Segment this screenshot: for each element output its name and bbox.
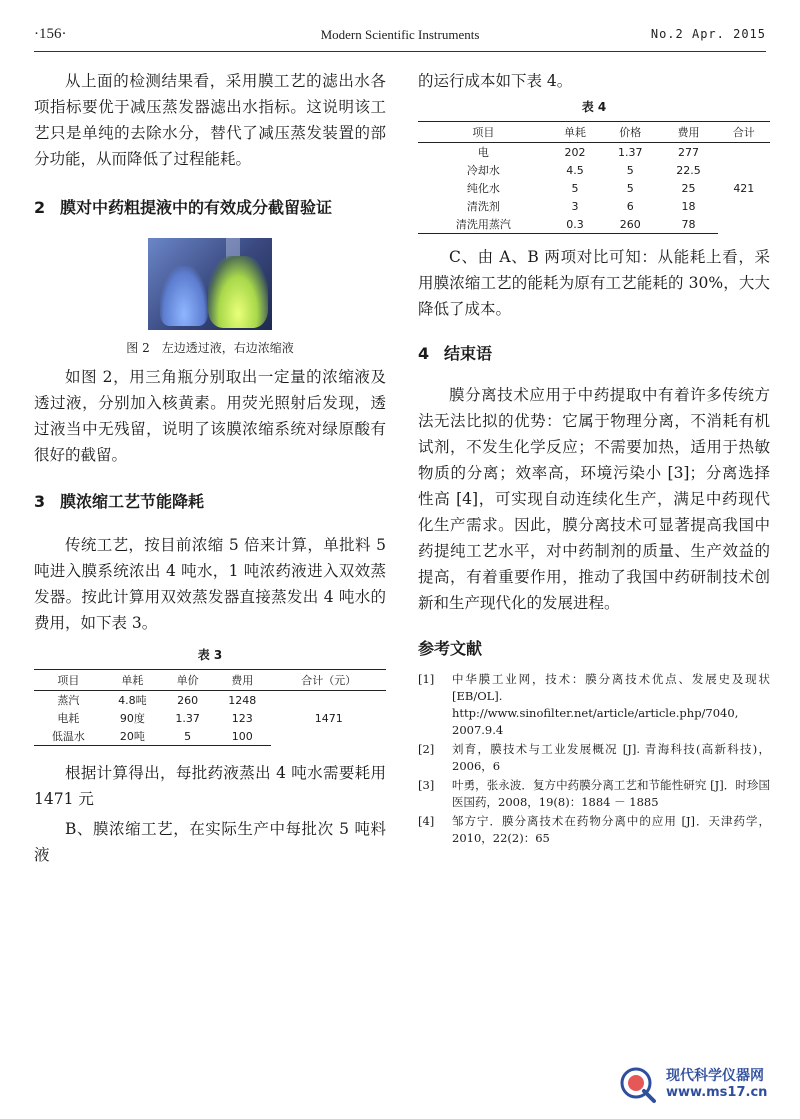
section-2-number: 2 <box>34 198 46 217</box>
table-cell: 4.8吨 <box>118 694 147 707</box>
table-cell: 蒸汽 <box>57 694 80 707</box>
site-watermark <box>618 1061 788 1107</box>
section-3-title: 膜浓缩工艺节能降耗 <box>60 492 205 511</box>
reference-text: 叶勇，张永波．复方中药膜分离工艺和节能性研究 [J]．时珍国医国药，2008，19(8)：1884 － 1885 <box>452 778 770 809</box>
conclusion-paragraph: 膜分离技术应用于中药提取中有着许多传统方法无法比拟的优势：它属于物理分离，不消耗有机试剂，不发生化学反应；不需要加热，适用于热敏物质的分离；效率高，环境污染小 [3]；分离选择性高 [4]，可实现自动连续化生产，满足中药现代化生产需求。因此，膜分离技术可显著提高我国中药提纯工艺水平，对中药制剂的质量、生产效益的提高，有着重要作用，推动了我国中药研制技术创新和生产现代化的发展进程。 <box>418 386 770 612</box>
reference-text: 邹方宁．膜分离技术在药物分离中的应用 [J]．天津药学，2010，22(2)：65 <box>452 814 770 845</box>
section-4-number: 4 <box>418 344 430 363</box>
intro-paragraph: 从上面的检测结果看，采用膜工艺的滤出水各项指标要优于减压蒸发器滤出水指标。这说明该工艺只是单纯的去除水分，替代了减压蒸发装置的部分功能，从而降低了过程能耗。 <box>34 72 386 168</box>
reference-number: [2] <box>418 742 435 756</box>
table-cell: 5 <box>571 181 579 195</box>
figure-2 <box>34 238 386 356</box>
table-cell: 6 <box>626 199 634 213</box>
table-cell: 123 <box>231 711 253 725</box>
table-cell: 0.3 <box>549 215 601 234</box>
reference-text: 刘育，膜技术与工业发展概况 [J]. 青海科技(高新科技)，2006，6 <box>452 742 770 773</box>
right-column <box>418 68 770 849</box>
table-3 <box>34 646 386 746</box>
table-cell: 低温水 <box>34 727 103 746</box>
reference-number: [3] <box>418 778 435 792</box>
b-paragraph: B、膜浓缩工艺，在实际生产中每批次 5 吨料液 <box>34 820 386 864</box>
references-list <box>418 671 770 847</box>
table-row <box>418 143 770 162</box>
table-header-cell: 合计 <box>718 122 770 143</box>
table-cell: 78 <box>659 215 717 234</box>
reference-item <box>418 741 770 775</box>
section-3-paragraph: 传统工艺，按目前浓缩 5 倍来计算，单批料 5 吨进入膜系统浓出 4 吨水，1 吨浓药液进入双效蒸发器。按此计算用双效蒸发器直接蒸发出 4 吨水的费用，如下表 3。 <box>34 536 386 632</box>
table-cell: 清洗用蒸汽 <box>418 215 549 234</box>
table-cell: 260 <box>177 693 199 707</box>
table-cell: 4.5 <box>566 163 584 177</box>
section-3-heading <box>34 490 386 514</box>
table-header-cell: 项目 <box>34 670 103 691</box>
table-header-cell: 单耗 <box>549 122 601 143</box>
table-cell: 冷却水 <box>466 164 500 177</box>
table-cell: 1.37 <box>617 145 643 159</box>
table-4 <box>418 98 770 234</box>
table-cell: 100 <box>213 727 271 746</box>
section-2-title: 膜对中药粗提液中的有效成分截留验证 <box>60 198 333 217</box>
header-rule <box>34 51 766 52</box>
table-row <box>418 215 770 234</box>
table-header-row <box>34 670 386 691</box>
table-cell: 202 <box>564 145 586 159</box>
table-cell: 20吨 <box>103 727 162 746</box>
table-cell: 3 <box>571 199 579 213</box>
table-3-caption: 表 3 <box>197 648 223 662</box>
table-cell: 清洗剂 <box>466 200 500 213</box>
table-3-grid <box>34 669 386 746</box>
table-header-cell: 价格 <box>601 122 659 143</box>
table-total-cell: 1471 <box>314 711 343 725</box>
permeate-flask <box>160 266 208 326</box>
table-row <box>418 179 770 197</box>
table-total-cell: 421 <box>733 181 755 195</box>
table-row <box>34 691 386 710</box>
table-header-cell: 费用 <box>213 670 271 691</box>
table-row <box>418 161 770 179</box>
watermark-site-name: 现代科学仪器网 <box>666 1068 764 1084</box>
table-cell: 277 <box>678 145 699 159</box>
table-4-caption: 表 4 <box>581 100 607 114</box>
flask-photo <box>148 238 272 330</box>
section-4-heading <box>418 342 770 366</box>
table-cell: 260 <box>601 215 659 234</box>
references-title: 参考文献 <box>418 639 483 658</box>
table-4-grid <box>418 121 770 234</box>
reference-number: [1] <box>418 672 435 686</box>
watermark-url: www.ms17.cn <box>666 1085 768 1100</box>
table-header-cell: 单价 <box>162 670 213 691</box>
concentrate-flask <box>208 256 268 328</box>
reference-number: [4] <box>418 814 435 828</box>
left-column <box>34 68 386 868</box>
table-cell: 90度 <box>119 712 145 725</box>
reference-item <box>418 671 770 739</box>
reference-text: 中华膜工业网，技术：膜分离技术优点、发展史及现状 [EB/OL]. http://www.sinofilter.net/article/article.php/7040, 2007.9.4 <box>452 672 770 737</box>
result-paragraph: 根据计算得出，每批药液蒸出 4 吨水需要耗用 1471 元 <box>34 764 386 808</box>
table-header-cell: 单耗 <box>103 670 162 691</box>
table-cell: 5 <box>626 163 634 177</box>
continued-paragraph: 的运行成本如下表 4。 <box>418 72 573 90</box>
table-cell: 1.37 <box>175 711 200 725</box>
table-cell: 1248 <box>228 693 257 707</box>
page-header <box>34 26 766 48</box>
journal-title: Modern Scientific Instruments <box>320 27 480 42</box>
table-cell: 5 <box>626 181 634 195</box>
section-3-number: 3 <box>34 492 46 511</box>
page-number: ·156· <box>34 26 67 42</box>
table-header-row <box>418 122 770 143</box>
table-header-cell: 项目 <box>418 122 549 143</box>
table-cell: 25 <box>681 181 696 195</box>
reference-item <box>418 777 770 811</box>
table-cell: 电 <box>477 146 489 159</box>
section-4-title: 结束语 <box>444 344 493 363</box>
issue-info: No.2 Apr. 2015 <box>650 27 766 41</box>
table-cell: 22.5 <box>676 163 701 177</box>
table-cell: 5 <box>162 727 213 746</box>
figure-paragraph: 如图 2，用三角瓶分别取出一定量的浓缩液及透过液，分别加入核黄素。用荧光照射后发现，透过液当中无残留，说明了该膜浓缩系统对绿原酸有很好的截留。 <box>34 368 386 464</box>
figure-caption: 图 2 左边透过液，右边浓缩液 <box>126 341 294 355</box>
table-cell: 18 <box>681 199 696 213</box>
reference-item <box>418 813 770 847</box>
c-paragraph: C、由 A、B 两项对比可知：从能耗上看，采用膜浓缩工艺的能耗为原有工艺能耗的 30%，大大降低了成本。 <box>418 248 770 318</box>
ms17-logo-icon <box>618 1065 658 1105</box>
table-header-cell: 费用 <box>659 122 717 143</box>
section-2-heading <box>34 196 386 220</box>
table-cell: 纯化水 <box>466 182 500 195</box>
table-cell: 电耗 <box>57 712 80 725</box>
table-header-cell: 合计（元） <box>271 670 386 691</box>
table-row <box>418 197 770 215</box>
